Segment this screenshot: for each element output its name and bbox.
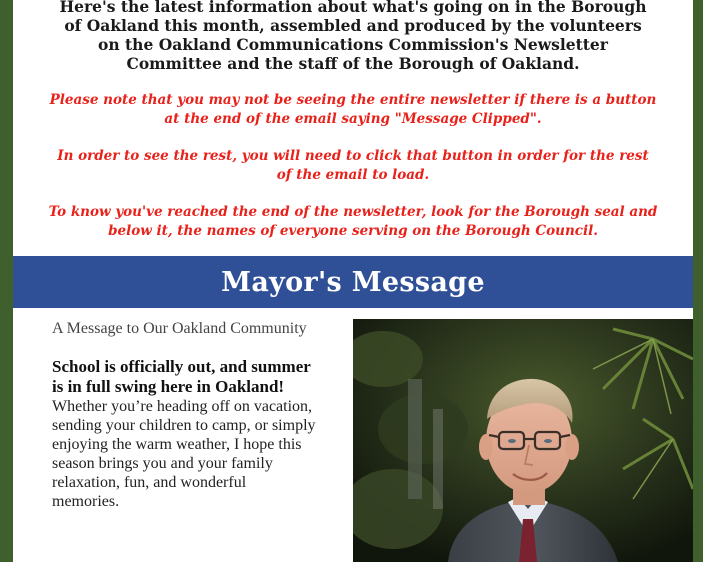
mayor-message-column bbox=[52, 319, 317, 511]
mayor-photo bbox=[353, 319, 693, 562]
message-lead: School is officially out, and summer is in full swing here in Oakland! bbox=[52, 357, 311, 396]
newsletter-page bbox=[13, 0, 693, 562]
intro-section bbox=[13, 0, 693, 241]
message-heading: A Message to Our Oakland Community bbox=[52, 320, 307, 337]
end-notice: To know you've reached the end of the newsletter, look for the Borough seal and below it, the names of everyone serving on the Borough Council. bbox=[48, 204, 658, 239]
section-title: Mayor's Message bbox=[221, 266, 485, 298]
clipped-notice: Please note that you may not be seeing the entire newsletter if there is a button at the end of the email saying "Message Clipped". bbox=[49, 92, 657, 127]
mayor-portrait-image bbox=[353, 319, 693, 562]
intro-text: Here's the latest information about what's going on in the Borough of Oakland this month, assembled and produced by the volunteers on the Oakland Communications Commission's Newsletter Committee and the staff of the Borough of Oakland. bbox=[59, 0, 647, 73]
message-body bbox=[52, 357, 317, 511]
message-text: Whether you’re heading off on vacation, sending your children to camp, or simply enjoying the warm weather, I hope this season brings you and your family relaxation, fun, and wonderful memories. bbox=[52, 398, 316, 510]
click-notice: In order to see the rest, you will need to click that button in order for the rest of the email to load. bbox=[57, 148, 649, 183]
section-banner bbox=[13, 256, 693, 308]
